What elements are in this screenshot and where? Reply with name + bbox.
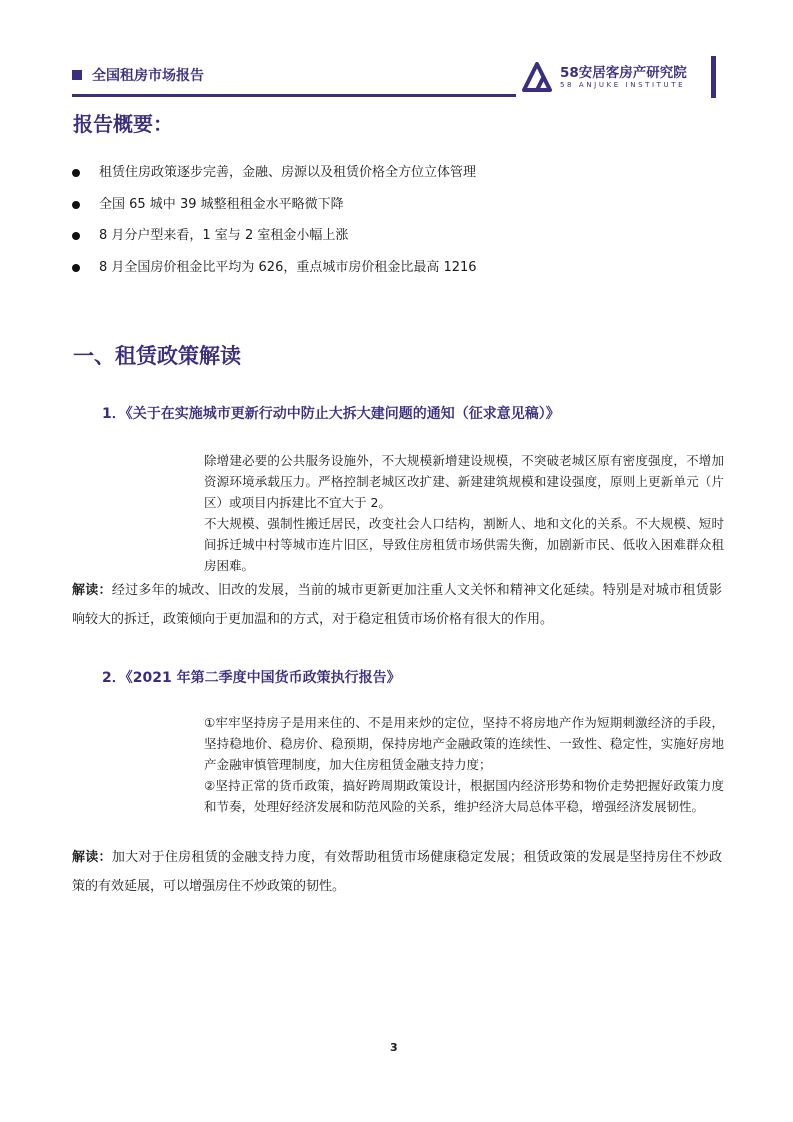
logo-name-cn: 58安居客房产研究院 [560,65,687,81]
policy-quote [204,450,724,576]
reading-text: 经过多年的城改、旧改的发展，当前的城市更新更加注重人文关怀和精神文化延续。特别是对城市租赁影响较大的拆迁，政策倾向于更加温和的方式，对于稳定租赁市场价格有很大的作用。 [72,583,722,627]
logo-name-en: 58 ANJUKE INSTITUTE [560,81,686,89]
bullet-dot-icon [72,232,80,240]
policy-reading [72,576,722,634]
bullet-dot-icon [72,264,80,272]
summary-bullet [72,226,477,258]
quote-paragraph: ②坚持正常的货币政策，搞好跨周期政策设计，根据国内经济形势和物价走势把握好政策力度和节奏，处理好经济发展和防范风险的关系，维护经济大局总体平稳，增强经济发展韧性。 [204,778,724,814]
bullet-text: 8 月全国房价租金比平均为 626，重点城市房价租金比最高 1216 [99,259,477,275]
policy-quote [204,712,724,817]
summary-bullet-list [72,163,477,289]
header-title: 全国租房市场报告 [92,68,204,84]
summary-bullet [72,258,477,290]
page-header [72,60,722,100]
quote-paragraph: 除增建必要的公共服务设施外，不大规模新增建设规模，不突破老城区原有密度强度，不增加资源环境承载压力。严格控制老城区改扩建、新建建筑规模和建设强度，原则上更新单元（片区）或项目内拆建比不宜大于 2。 [204,453,724,510]
logo-side-bar [711,56,716,98]
summary-bullet [72,163,477,195]
logo-triangle-icon [522,62,552,92]
reading-text: 加大对于住房租赁的金融支持力度，有效帮助租赁市场健康稳定发展；租赁政策的发展是坚持房住不炒政策的有效延展，可以增强房住不炒政策的韧性。 [72,850,722,894]
policy-item-title: 2．《2021 年第二季度中国货币政策执行报告》 [102,670,401,686]
summary-bullet [72,195,477,227]
summary-title: 报告概要： [73,112,173,136]
header-divider [72,94,516,97]
bullet-text: 8 月分户型来看，1 室与 2 室租金小幅上涨 [99,228,349,243]
reading-label: 解读： [72,583,112,598]
policy-reading [72,843,722,901]
bullet-dot-icon [72,201,80,209]
bullet-text: 租赁住房政策逐步完善，金融、房源以及租赁价格全方位立体管理 [99,165,477,180]
bullet-dot-icon [72,169,80,177]
header-square-marker [72,70,82,80]
section-title: 一、租赁政策解读 [73,344,241,368]
quote-paragraph: 不大规模、强制性搬迁居民，改变社会人口结构，割断人、地和文化的关系。不大规模、短时间拆迁城中村等城市连片旧区，导致住房租赁市场供需失衡，加剧新市民、低收入困难群众租房困难。 [204,516,724,573]
institute-logo [522,60,722,96]
page-number: 3 [390,1041,398,1054]
reading-label: 解读： [72,850,112,865]
policy-item-title: 1．《关于在实施城市更新行动中防止大拆大建问题的通知（征求意见稿）》 [102,406,560,422]
bullet-text: 全国 65 城中 39 城整租租金水平略微下降 [99,196,344,212]
quote-paragraph: ①牢牢坚持房子是用来住的、不是用来炒的定位，坚持不将房地产作为短期刺激经济的手段，坚持稳地价、稳房价、稳预期，保持房地产金融政策的连续性、一致性、稳定性，实施好房地产金融审慎管理制度，加大住房租赁金融支持力度； [204,715,724,772]
